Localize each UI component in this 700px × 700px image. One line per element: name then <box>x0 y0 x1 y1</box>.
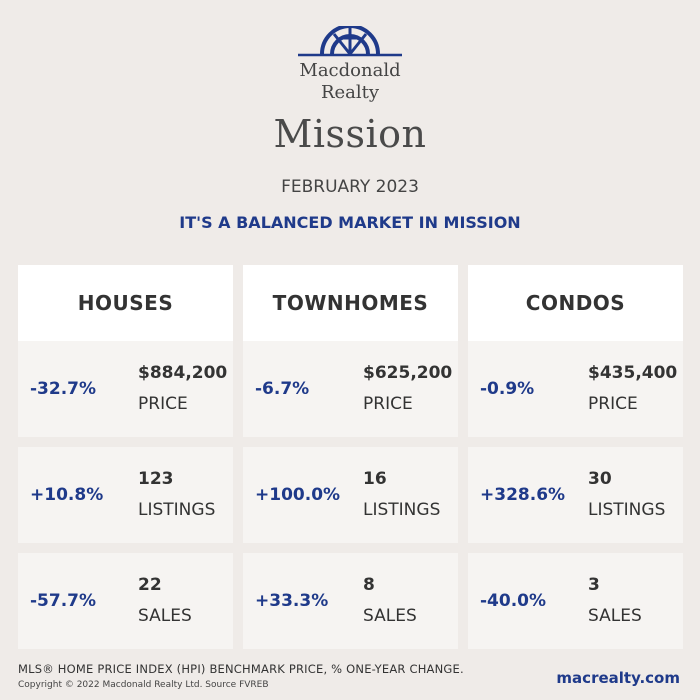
sales-cell <box>243 553 458 649</box>
listings-value: 123 <box>138 469 174 489</box>
sales-label: SALES <box>138 606 192 626</box>
listings-label: LISTINGS <box>363 500 441 520</box>
report-month: FEBRUARY 2023 <box>281 177 419 197</box>
price-change: -0.9% <box>480 379 535 399</box>
sunburst-logo-icon <box>298 26 402 58</box>
sales-change: -57.7% <box>30 591 97 611</box>
sales-value: 3 <box>588 575 600 595</box>
price-cell <box>468 341 683 437</box>
price-value: $435,400 <box>588 363 678 383</box>
logo-line-1: Macdonald <box>299 60 401 81</box>
column-title: HOUSES <box>18 265 233 341</box>
price-label: PRICE <box>588 394 638 414</box>
city-title: Mission <box>273 112 427 156</box>
listings-cell <box>468 447 683 543</box>
listings-change: +328.6% <box>480 485 566 505</box>
column-title: CONDOS <box>468 265 683 341</box>
sales-change: +33.3% <box>255 591 329 611</box>
methodology-note: MLS® HOME PRICE INDEX (HPI) BENCHMARK PRICE, % ONE-YEAR CHANGE. <box>18 662 464 676</box>
column-houses <box>18 265 233 626</box>
listings-value: 30 <box>588 469 612 489</box>
column-townhomes <box>243 265 458 626</box>
listings-value: 16 <box>363 469 387 489</box>
listings-cell <box>243 447 458 543</box>
price-cell <box>243 341 458 437</box>
sales-cell <box>18 553 233 649</box>
listings-label: LISTINGS <box>138 500 216 520</box>
sales-value: 22 <box>138 575 162 595</box>
price-value: $884,200 <box>138 363 228 383</box>
price-label: PRICE <box>363 394 413 414</box>
price-cell <box>18 341 233 437</box>
price-change: -6.7% <box>255 379 310 399</box>
sales-cell <box>468 553 683 649</box>
sales-label: SALES <box>588 606 642 626</box>
sales-label: SALES <box>363 606 417 626</box>
price-change: -32.7% <box>30 379 97 399</box>
listings-change: +100.0% <box>255 485 341 505</box>
column-title: TOWNHOMES <box>243 265 458 341</box>
sales-change: -40.0% <box>480 591 547 611</box>
price-label: PRICE <box>138 394 188 414</box>
copyright-text: Copyright © 2022 Macdonald Realty Ltd. Source FVREB <box>18 680 269 690</box>
price-value: $625,200 <box>363 363 453 383</box>
column-condos <box>468 265 683 626</box>
website-link[interactable]: macrealty.com <box>556 669 680 687</box>
listings-cell <box>18 447 233 543</box>
sales-value: 8 <box>363 575 375 595</box>
market-headline: IT'S A BALANCED MARKET IN MISSION <box>179 213 521 232</box>
logo-line-2: Realty <box>320 82 380 103</box>
brand-logo <box>0 26 700 104</box>
listings-change: +10.8% <box>30 485 104 505</box>
listings-label: LISTINGS <box>588 500 666 520</box>
